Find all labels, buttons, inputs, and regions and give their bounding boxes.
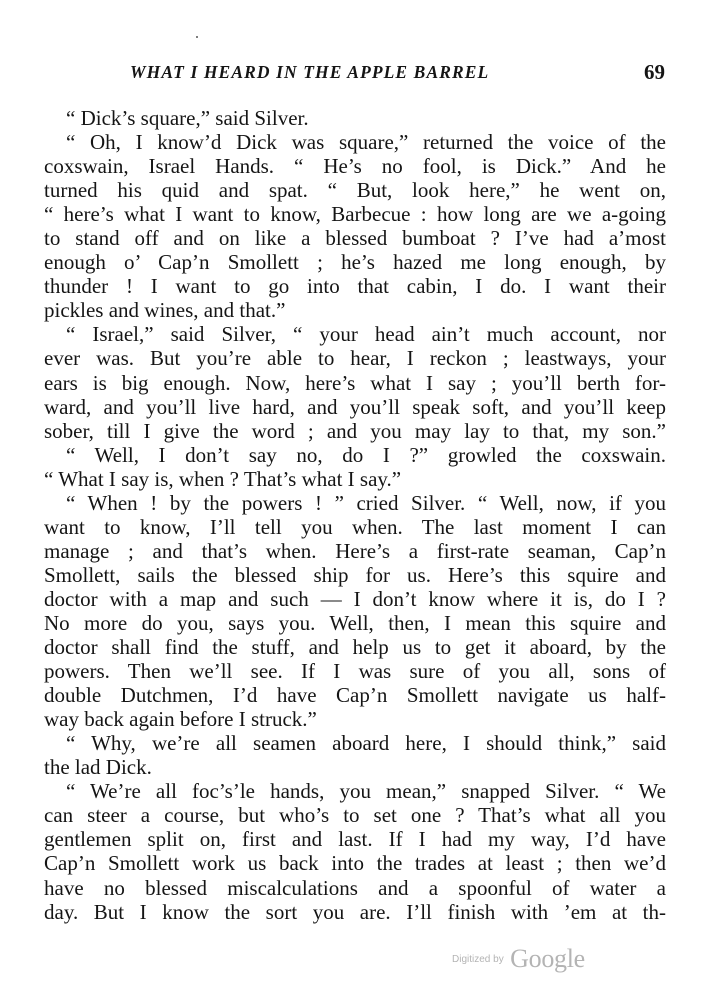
body-text xyxy=(44,106,666,924)
text-line: turned his quid and spat. “ But, look here,” he went on, xyxy=(44,178,666,203)
text-line: “ Well, I don’t say no, do I ?” growled the coxswain. xyxy=(66,442,666,467)
text-line: to stand off and on like a blessed bumboat ? I’ve had a’most xyxy=(44,226,666,251)
text-line: “ What I say is, when ? That’s what I say.” xyxy=(44,466,402,491)
text-line: “ Dick’s square,” said Silver. xyxy=(66,106,309,130)
text-line: ears is big enough. Now, here’s what I say ; you’ll berth for- xyxy=(44,370,666,395)
text-line: Cap’n Smollett work us back into the trades at least ; then we’d xyxy=(44,851,666,876)
text-line: “ Why, we’re all seamen aboard here, I should think,” said xyxy=(66,731,666,756)
text-line: can steer a course, but who’s to set one ? That’s what all you xyxy=(44,803,666,828)
text-line: Smollett, sails the blessed ship for us. Here’s this squire and xyxy=(44,562,666,587)
text-line: “ here’s what I want to know, Barbecue : how long are we a-going xyxy=(44,202,666,227)
text-line: coxswain, Israel Hands. “ He’s no fool, is Dick.” And he xyxy=(44,154,666,179)
running-head xyxy=(130,60,665,90)
text-line: “ When ! by the powers ! ” cried Silver. “ Well, now, if you xyxy=(66,490,666,515)
google-logo: Google xyxy=(510,944,585,973)
text-line: powers. Then we’ll see. If I was sure of you all, sons of xyxy=(44,659,666,684)
text-line: manage ; and that’s when. Here’s a first-rate seaman, Cap’n xyxy=(44,538,666,563)
running-title: WHAT I HEARD IN THE APPLE BARREL xyxy=(130,62,490,82)
text-line: No more do you, says you. Well, then, I mean this squire and xyxy=(44,610,666,635)
text-line: “ We’re all foc’s’le hands, you mean,” snapped Silver. “ We xyxy=(66,779,666,804)
text-line: way back again before I struck.” xyxy=(44,707,317,732)
text-line: ward, and you’ll live hard, and you’ll speak soft, and you’ll keep xyxy=(44,394,666,419)
text-line: doctor with a map and such — I don’t know where it is, do I ? xyxy=(44,586,666,611)
text-line: “ Oh, I know’d Dick was square,” returned the voice of the xyxy=(66,130,666,155)
scan-speck xyxy=(196,36,198,38)
digitized-by-label: Digitized by xyxy=(452,954,504,965)
text-line: ever was. But you’re able to hear, I reckon ; leastways, your xyxy=(44,346,666,371)
digitized-by-google-watermark xyxy=(452,944,585,974)
text-line: sober, till I give the word ; and you may lay to that, my son.” xyxy=(44,418,666,443)
text-line: day. But I know the sort you are. I’ll finish with ’em at th- xyxy=(44,899,666,924)
text-line: want to know, I’ll tell you when. The last moment I can xyxy=(44,514,666,539)
text-line: double Dutchmen, I’d have Cap’n Smollett navigate us half- xyxy=(44,683,666,708)
text-line: have no blessed miscalculations and a spoonful of water a xyxy=(44,875,666,900)
text-line: gentlemen split on, first and last. If I had my way, I’d have xyxy=(44,827,666,852)
text-line: pickles and wines, and that.” xyxy=(44,298,286,323)
text-line: enough o’ Cap’n Smollett ; he’s hazed me long enough, by xyxy=(44,250,666,275)
text-line: the lad Dick. xyxy=(44,755,152,780)
page-number: 69 xyxy=(644,60,665,84)
text-line: thunder ! I want to go into that cabin, I do. I want their xyxy=(44,274,666,299)
text-line: “ Israel,” said Silver, “ your head ain’t much account, nor xyxy=(66,322,666,347)
text-line: doctor shall find the stuff, and help us to get it aboard, by the xyxy=(44,635,666,660)
